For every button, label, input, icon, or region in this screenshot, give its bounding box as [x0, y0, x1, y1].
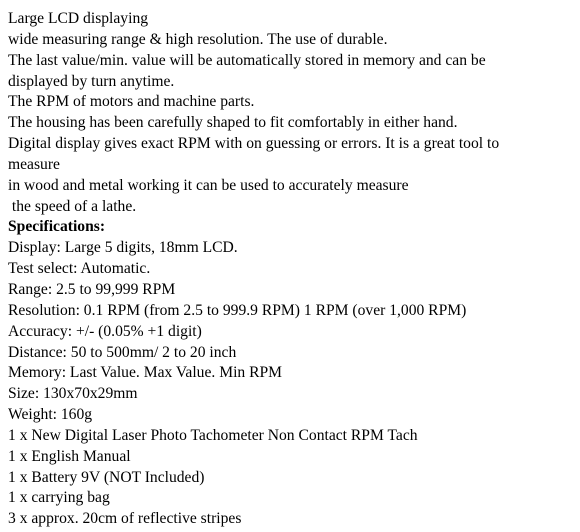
description-line: Large LCD displaying	[8, 10, 149, 27]
description-line: the speed of a lathe.	[8, 197, 137, 215]
product-description-document	[8, 9, 576, 530]
spec-resolution: Resolution: 0.1 RPM (from 2.5 to 999.9 RPM) 1 RPM (over 1,000 RPM)	[8, 301, 467, 319]
package-item-manual: 1 x English Manual	[8, 447, 131, 465]
specifications-heading: Specifications:	[8, 218, 106, 236]
description-line: measure	[8, 155, 60, 173]
package-item-tachometer: 1 x New Digital Laser Photo Tachometer Non Contact RPM Tach	[8, 426, 418, 444]
description-line: The last value/min. value will be automatically stored in memory and can be	[8, 51, 486, 69]
spec-accuracy: Accuracy: +/- (0.05% +1 digit)	[8, 322, 202, 340]
spec-memory: Memory: Last Value. Max Value. Min RPM	[8, 364, 283, 382]
spec-display: Display: Large 5 digits, 18mm LCD.	[8, 239, 238, 257]
package-item-battery: 1 x Battery 9V (NOT Included)	[8, 468, 205, 486]
spec-range: Range: 2.5 to 99,999 RPM	[8, 280, 176, 298]
spec-size: Size: 130x70x29mm	[8, 385, 138, 403]
description-line: displayed by turn anytime.	[8, 72, 175, 90]
description-line: wide measuring range & high resolution. The use of durable.	[8, 30, 388, 48]
spec-distance: Distance: 50 to 500mm/ 2 to 20 inch	[8, 343, 237, 361]
description-line: The housing has been carefully shaped to fit comfortably in either hand.	[8, 114, 458, 132]
spec-weight: Weight: 160g	[8, 406, 93, 424]
package-item-carrying-bag: 1 x carrying bag	[8, 489, 110, 507]
description-line: The RPM of motors and machine parts.	[8, 93, 255, 111]
spec-test-select: Test select: Automatic.	[8, 260, 151, 278]
description-line: in wood and metal working it can be used to accurately measure	[8, 176, 409, 194]
description-line: Digital display gives exact RPM with on guessing or errors. It is a great tool to	[8, 135, 500, 153]
package-item-reflective-stripes: 3 x approx. 20cm of reflective stripes	[8, 510, 242, 528]
